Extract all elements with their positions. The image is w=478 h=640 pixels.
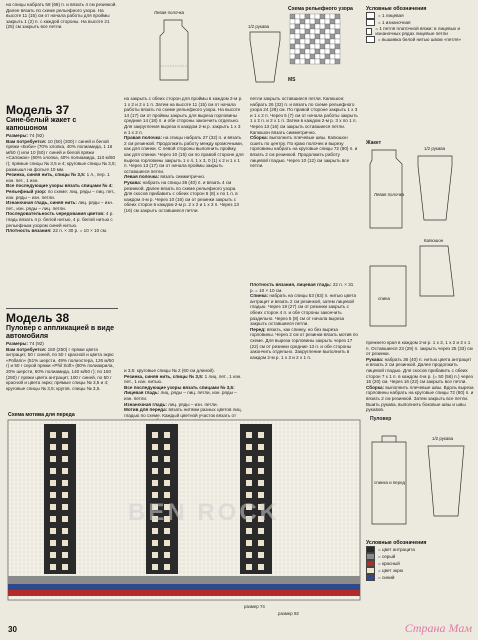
motif-window — [164, 492, 170, 498]
purl-symbol-icon — [366, 19, 375, 26]
relief-cell — [335, 34, 340, 39]
size1-label: размер 74 — [244, 604, 265, 609]
legend-text: = вышивка белой нитью швом «петля» — [378, 37, 462, 42]
motif-window — [164, 444, 170, 450]
relief-cell — [315, 49, 320, 54]
model38-subtitle: Пуловер с аппликацией в виде автомобиля — [6, 325, 115, 340]
relief-cell — [325, 49, 330, 54]
relief-cell — [295, 19, 300, 24]
left-shelf-diagram — [124, 6, 234, 86]
relief-label: Рельефный узор: — [6, 188, 47, 194]
relief-cell — [315, 44, 320, 49]
sleeve-label: 1/2 рукава — [424, 146, 446, 151]
legend-item — [366, 553, 474, 560]
motif-window — [152, 444, 158, 450]
relief-cell — [320, 44, 325, 49]
ms-label: MS — [288, 77, 296, 83]
motif-window — [152, 552, 158, 558]
purl-label: Изнаночная гладь: — [124, 401, 167, 407]
motif-window — [164, 480, 170, 486]
motif-window — [164, 528, 170, 534]
alt-value: лиц. ряды – изн. пет., изн. ряды – лиц. петли. — [6, 200, 114, 211]
relief-cell — [290, 44, 295, 49]
motif-window — [246, 492, 252, 498]
divider — [6, 308, 118, 309]
relief-cell — [320, 39, 325, 44]
relief-cell — [330, 59, 335, 64]
knit-symbol-icon — [366, 12, 375, 19]
motif-label: Мотив для переда: — [124, 407, 168, 413]
relief-cell — [295, 59, 300, 64]
motif-window — [164, 540, 170, 546]
sleeves-label: Рукава: — [366, 356, 384, 362]
back-instructions: на спицы набрать 58 (68) п. и вязать 4 см резинкой. Далее вязать по схеме рельефного узора. На высоте 11 (15) см от начала работы для проймы закрыть 1 (2) п. с каждой стороны. На высоте 21 (25) см закрыть все петли. — [6, 2, 117, 30]
rows-label: Последовательность чередования цветов: — [6, 211, 105, 217]
materials-value: 10 (50) (200) г синей и белой пряжи «Бэби» (70% хлопка, 40% полиамида, 1 16 м/50 г) или 10 (50) г синей и белой пряжи «Сапожок» (60% хлопка, 40% полиамида, 110 м/50 г); прямые спицы № 3,5 и 4; круговые спицы № 3,5; размышл на фольге 10 мм. — [6, 138, 116, 172]
legend-text: = 1 изнаночная — [378, 20, 411, 25]
relief-cell — [310, 14, 315, 19]
motif-window — [152, 540, 158, 546]
motif-window — [258, 444, 264, 450]
relief-cell — [300, 39, 305, 44]
motif-window — [50, 504, 56, 510]
page-number: 30 — [8, 625, 17, 634]
motif-window — [152, 432, 158, 438]
size-label: Размеры: — [6, 341, 28, 346]
relief-cell — [300, 14, 305, 19]
relief-cell — [325, 24, 330, 29]
motif-window — [62, 564, 68, 570]
relief-cell — [335, 14, 340, 19]
legend-block — [366, 6, 474, 96]
motif-window — [164, 564, 170, 570]
motif-window — [62, 480, 68, 486]
relief-cell — [330, 14, 335, 19]
motif-window — [62, 432, 68, 438]
motif-window — [50, 492, 56, 498]
relief-cell — [295, 54, 300, 59]
jacket-schematics — [362, 136, 474, 336]
col3-bottom — [250, 282, 358, 412]
color-legend — [366, 540, 474, 620]
relief-cell — [315, 34, 320, 39]
legend-text: = серый — [378, 554, 396, 559]
motif-window — [62, 444, 68, 450]
relief-cell — [325, 44, 330, 49]
hood-label: Капюшон — [424, 238, 444, 243]
relief-value: по схеме: лиц. ряды – лиц. пет., изн. ряды – изн. петли. — [6, 188, 116, 200]
motif-window — [258, 540, 264, 546]
size-value: 74 (92) — [29, 133, 44, 138]
relief-cell — [335, 54, 340, 59]
jacket-label: Жакет — [366, 140, 382, 146]
relief-cell — [335, 39, 340, 44]
ecru-swatch-icon — [366, 567, 375, 574]
relief-cell — [300, 49, 305, 54]
relief-cell — [300, 34, 305, 39]
motif-scheme-title: Схема мотива для переда — [8, 412, 75, 418]
motif-text: BEN ROCK — [128, 499, 281, 526]
relief-cell — [320, 14, 325, 19]
purl-value: лиц. ряды – изн. петли. — [168, 401, 218, 407]
motif-window — [258, 456, 264, 462]
motif-window — [164, 432, 170, 438]
relief-cell — [290, 39, 295, 44]
relief-cell — [330, 39, 335, 44]
legend-item — [366, 19, 474, 26]
relief-cell — [300, 24, 305, 29]
back-value: набрать на спицы 53 (63) п. нитью цвета антрацит и вязать 2 см резинкой, затем лицевой гладью. Через 19 (27) см от резинки закрыть с обеих сторон 4 п. и обе стороны закончить раздельно. Через 5 (8) см от начала выреза закрыть оставшиеся петли. — [250, 293, 357, 327]
motif-window — [50, 456, 56, 462]
relief-cell — [310, 54, 315, 59]
relief-cell — [330, 44, 335, 49]
relief-cell — [310, 29, 315, 34]
relief-cell — [300, 54, 305, 59]
motif-window — [152, 480, 158, 486]
relief-cell — [325, 19, 330, 24]
relief-cell — [300, 59, 305, 64]
motif-window — [50, 552, 56, 558]
model37-title: Модель 37 — [6, 103, 70, 117]
col4-text — [366, 340, 474, 413]
legend-text: = 1 петля платочной вязки: в лицевых и изнаночных рядах лицевые петли — [375, 26, 461, 36]
back-schematic-label: спина — [378, 296, 390, 301]
relief-cell — [295, 39, 300, 44]
col2-text — [124, 96, 244, 364]
assembly-value: выполнить плечевые швы. Капюшон сшить по центру. По краю полочек и вырезу горловины набрать на круговые спицы 72 (80) п. и вязать 2 см резинкой. Продолжить работу лицевой гладью. Через 10 (12) см закрыть все петли. — [250, 135, 358, 169]
front-value: вязать, как спинку, но без выреза горловины. Через 2 см от резинки вязать мотив по схеме. Для выреза горловины закрыть через 17 (22) см от резинки средние 13 п. и обе стороны закончить отдельно. Закругление выполнить в каждом 2-м р. 1 х 2 и 2 х 1 п. — [250, 326, 358, 360]
motif-window — [246, 468, 252, 474]
motif-window — [164, 552, 170, 558]
back-label: Спинка: — [250, 293, 269, 299]
motif-window — [246, 444, 252, 450]
motif-window — [62, 492, 68, 498]
motif-window — [50, 540, 56, 546]
legend-text: = 1 лицевая — [378, 13, 404, 18]
pullover-sleeve-label: 1/2 рукава — [432, 436, 454, 441]
motif-blue-band — [8, 584, 360, 590]
anthracite-swatch-icon — [366, 546, 375, 553]
relief-cell — [305, 39, 310, 44]
relief-cell — [330, 34, 335, 39]
motif-window — [50, 468, 56, 474]
relief-cell — [295, 29, 300, 34]
motif-window — [50, 480, 56, 486]
legend-text: = красный — [378, 561, 400, 566]
relief-cell — [335, 49, 340, 54]
color-legend-title: Условные обозначения — [366, 540, 427, 546]
relief-cell — [315, 39, 320, 44]
alt-label: Изнаночная гладь, синяя нить: — [6, 200, 77, 206]
shelf-label: Левая полочка — [374, 192, 405, 197]
left-shelf-label: Левая полочка — [154, 10, 185, 15]
relief-cell — [325, 59, 330, 64]
motif-window — [258, 432, 264, 438]
relief-cell — [305, 19, 310, 24]
grey-swatch-icon — [366, 553, 375, 560]
motif-window — [246, 528, 252, 534]
model38-body — [6, 341, 118, 391]
legend-text: = цвет антрацита — [378, 547, 415, 552]
relief-cell — [320, 49, 325, 54]
model37-body — [6, 133, 118, 234]
relief-cell — [310, 49, 315, 54]
relief-cell — [295, 24, 300, 29]
relief-cell — [300, 29, 305, 34]
rib-label: Резинка, синяя нить, спицы № 3,5: — [6, 172, 86, 178]
relief-cell — [335, 29, 340, 34]
materials-value: 150 (250) г пряжи цвета антрацит, 50 г синей, по 50 г красной и цвета экрю «Роllаrin» (51% шерсти, 49% полиэстера, 126 м/50 г) и 50 г серой пряжи «Phil Soft» (80% полиакрила, 20% шерсти, 60% полиамида, 140 м/50 г); по 150 (250) г пряжи цвета антрацит, 100 г синей, по 50 г красной и цвета экрю; прямые спицы № 3,5 и 4; круговые спицы № 3,5; кругов. спицы № 3,5. — [6, 346, 114, 391]
armhole-text: на закрыть с обеих сторон для проймы в каждом 2-м р. 1 х 2 и 2 х 1 п. Затем на высоте 11 (15) см от начала работы вязать по схеме рельефного узора. На высоте 14 (17) см от проймы закрыть для выреза горловины средние 14 (18) п. и обе стороны закончить отдельно. Для закругления выреза в каждом 2-м р. закрыть 1 х 3 и 1 х 2 п. — [124, 96, 243, 135]
motif-window — [246, 480, 252, 486]
motif-grey-band — [8, 576, 360, 584]
relief-cell — [305, 44, 310, 49]
legend-item — [366, 567, 474, 574]
pullover-schematics — [366, 412, 474, 536]
motif-window — [152, 468, 158, 474]
sleeves-value: набрать 36 (40) п. нитью цвета антрацит и вязать 2 см резинкой. Далее продолжить лицевой гладью. Для скосов прибавить с обеих сторон 7 х 1 п. в каждом 4-м р. (= 50 (56) п.) через 15 (20) см. Через 16 (22) см закрыть все петли. — [366, 356, 473, 385]
materials-label: Вам потребуется: — [6, 346, 47, 352]
relief-cell — [335, 24, 340, 29]
model38-title: Модель 38 — [6, 311, 70, 325]
size-label: Размеры: — [6, 133, 28, 138]
rows-value: 4 р. гладь вязать 4 р. белой нитью, 4 р. белой нитью с рельефным узором синей нитью. — [6, 211, 114, 228]
relief-cell — [290, 14, 295, 19]
relief-cell — [315, 14, 320, 19]
relief-scheme-title: Схема рельефного узора — [288, 6, 353, 12]
sleeves-value: набрать на спицы 36 (40) п. и вязать 4 см резинкой. Далее вязать по схеме рельефного узора. Для скосов прибавить с обеих сторон 6 (8) х по 1 п. в каждом 4-м р. Через 10 (16) см от резинки закрыть с обеих сторон в каждом 2-м р. 2 х 2 и 1 х 3 п. Через 13 (16) см закрыть оставшиеся петли. — [124, 179, 239, 213]
relief-cell — [320, 24, 325, 29]
assembly-label: Сборка: — [366, 384, 385, 390]
relief-grid — [288, 12, 348, 72]
motif-window — [152, 492, 158, 498]
relief-cell — [295, 49, 300, 54]
relief-cell — [290, 49, 295, 54]
size-value: 74 (92) — [29, 341, 44, 346]
motif-dark-block — [44, 424, 76, 574]
motif-window — [164, 456, 170, 462]
red-swatch-icon — [366, 560, 375, 567]
relief-cell — [315, 59, 320, 64]
relief-cell — [335, 44, 340, 49]
motif-window — [164, 468, 170, 474]
face-label: Лицевая гладь: — [124, 390, 160, 396]
motif-window — [246, 432, 252, 438]
motif-chart — [8, 420, 360, 616]
motif-window — [50, 444, 56, 450]
relief-cell — [335, 59, 340, 64]
relief-cell — [320, 54, 325, 59]
model37-block — [6, 104, 118, 304]
relief-cell — [320, 29, 325, 34]
motif-value: вязать нитями разных цветов лиц. гладью по схеме. Каждый цветной участок вязать от — [124, 407, 242, 418]
legend-item — [366, 12, 474, 19]
size2-label: размер 92 — [278, 611, 299, 616]
relief-cell — [335, 19, 340, 24]
motif-window — [50, 564, 56, 570]
motif-window — [62, 552, 68, 558]
relief-cell — [325, 54, 330, 59]
needles-text: и 3,5: круговые спицы № 2 (60 см длиной). — [124, 368, 215, 373]
relief-scheme — [288, 6, 358, 88]
watermark: Страна Мам — [404, 621, 472, 635]
relief-cell — [305, 24, 310, 29]
motif-window — [246, 540, 252, 546]
motif-window — [152, 564, 158, 570]
relief-cell — [290, 19, 295, 24]
hood-text: петли закрыть оставшиеся петли. Капюшон: набрать 26 (32) п. и вязать по схеме рельефного узора 24 (28) см. По правой стороне закрыть 1 х 3 и 1 х 2 п. Через 5 (7) см от начала работы закрыть 1 х 2 п. и 2 х 1 п. Затем в каждом 2-м р. 3 х по 1 п. Через 13 (16) см закрыть оставшиеся петли. Капюшон вязать симметрично. — [250, 96, 358, 135]
legend-item — [366, 546, 474, 553]
legend-item — [366, 36, 474, 43]
relief-cell — [320, 19, 325, 24]
relief-cell — [330, 49, 335, 54]
model37-subtitle: Сине-белый жакет с капюшоном — [6, 117, 77, 132]
relief-cell — [290, 34, 295, 39]
embroidery-symbol-icon — [366, 36, 375, 43]
col1-top-text — [6, 2, 118, 102]
motif-window — [62, 516, 68, 522]
motif-window — [246, 564, 252, 570]
legend-item — [366, 574, 474, 581]
relief-cell — [305, 49, 310, 54]
legend-item — [366, 26, 474, 36]
motif-window — [62, 540, 68, 546]
relief-cell — [325, 29, 330, 34]
legend-item — [366, 560, 474, 567]
motif-window — [258, 528, 264, 534]
relief-cell — [310, 19, 315, 24]
right-shelf-label: Правая полочка: — [124, 135, 163, 141]
face-value: лиц. ряды – лиц. петли, изн. ряды – изн. петли. — [124, 390, 237, 401]
density-value: 22 п. × 30 р. = 10 × 10 см. — [52, 228, 108, 234]
relief-cell — [320, 59, 325, 64]
rib-value: 1 лиц. пет., 1 изн. пет., 1 изн. нитью. — [124, 373, 242, 385]
back-front-label: спинка и перед — [374, 480, 405, 485]
left-shelf-value: вязать симметрично. — [160, 174, 206, 180]
relief-cell — [325, 14, 330, 19]
motif-window — [50, 516, 56, 522]
relief-cell — [305, 29, 310, 34]
motif-window — [50, 432, 56, 438]
relief-cell — [295, 14, 300, 19]
density-label: Плотность вязания: — [6, 228, 52, 234]
relief-cell — [295, 34, 300, 39]
garter-symbol-icon — [366, 28, 372, 35]
pattern-label: Все последующие узоры вязать спицами № 4: — [6, 183, 113, 189]
relief-cell — [290, 29, 295, 34]
relief-cell — [290, 59, 295, 64]
motif-window — [152, 528, 158, 534]
relief-cell — [310, 34, 315, 39]
relief-cell — [330, 29, 335, 34]
relief-cell — [330, 24, 335, 29]
half-sleeve-label: 1/2 рукава — [248, 24, 270, 29]
relief-cell — [305, 14, 310, 19]
col3-text — [250, 96, 358, 276]
right-shelf-value: на спицы набрать 27 (32) п. и вязать 2 см резинкой. Продолжить работу между кромочными, как для спинки. С левой стороны выполнить пройму, как для спинки. Через 10 (15) см по правой стороне для выреза горловины закрыть 1 х 4, 1 х 3, 0 (1) х 2 и 1 х 1 п. Через 13 (17) см от начала проймы закрыть оставшиеся петли. — [124, 135, 244, 174]
blue-swatch-icon — [366, 574, 375, 581]
motif-window — [258, 480, 264, 486]
relief-cell — [295, 44, 300, 49]
motif-window — [62, 504, 68, 510]
relief-cell — [315, 29, 320, 34]
motif-window — [50, 528, 56, 534]
legend-text: = синий — [378, 575, 395, 580]
relief-cell — [325, 39, 330, 44]
relief-cell — [315, 19, 320, 24]
relief-cell — [305, 54, 310, 59]
pattern-label: Все последующие узоры вязать спицами № 3,5: — [124, 384, 235, 390]
relief-cell — [315, 54, 320, 59]
rib-label: Резинка, синяя нить, спицы № 3,5: — [124, 373, 204, 379]
front-label: Перед: — [250, 326, 266, 332]
legend-text: = цвет экрю — [378, 568, 404, 573]
relief-cell — [290, 24, 295, 29]
motif-window — [62, 456, 68, 462]
relief-cell — [300, 44, 305, 49]
relief-cell — [310, 39, 315, 44]
motif-window — [258, 492, 264, 498]
relief-cell — [310, 24, 315, 29]
motif-window — [246, 456, 252, 462]
relief-cell — [330, 54, 335, 59]
motif-window — [246, 552, 252, 558]
motif-window — [62, 528, 68, 534]
relief-cell — [300, 19, 305, 24]
relief-cell — [320, 34, 325, 39]
motif-window — [62, 468, 68, 474]
left-shelf-text-label: Левая полочка: — [124, 174, 160, 180]
density2-label: Плотность вязания, лицевая гладь: — [250, 282, 332, 287]
motif-window — [258, 468, 264, 474]
motif-window — [258, 564, 264, 570]
half-sleeve-diagram-1 — [240, 22, 290, 92]
relief-cell — [305, 59, 310, 64]
relief-cell — [315, 24, 320, 29]
pullover-label: Пуловер — [370, 416, 392, 422]
assembly-value: выполнить плечевые швы. Вдоль выреза горловины набрать на круговые спицы 72 (80) п. и вязать 2 см резинкой. Затем закрыть все петли. Вшить рукава, выполнить боковые швы и швы рукавов. — [366, 384, 474, 413]
relief-cell — [330, 19, 335, 24]
motif-window — [258, 552, 264, 558]
assembly-label: Сборка: — [250, 135, 269, 141]
legend-title: Условные обозначения — [366, 6, 427, 12]
materials-label: Вам потребуется: — [6, 138, 47, 144]
relief-cell — [310, 44, 315, 49]
motif-red-band — [8, 590, 360, 596]
rib-value: 1 л., пер. 1 изн. пет., 1 изн. — [6, 172, 110, 183]
density2-value: 22 п. × 31 р. = 10 × 10 см. — [250, 282, 354, 293]
sleeves-label: Рукава: — [124, 179, 142, 185]
motif-window — [152, 456, 158, 462]
relief-cell — [305, 34, 310, 39]
relief-cell — [325, 34, 330, 39]
relief-cell — [310, 59, 315, 64]
col4-p1: прежнего края в каждом 2-м р. 1 х 3, 1 х 2 и 2 х 1 п. Оставшиеся 23 (29) п. закрыть через 25 (33) см от резинки. — [366, 340, 473, 357]
relief-cell — [290, 54, 295, 59]
